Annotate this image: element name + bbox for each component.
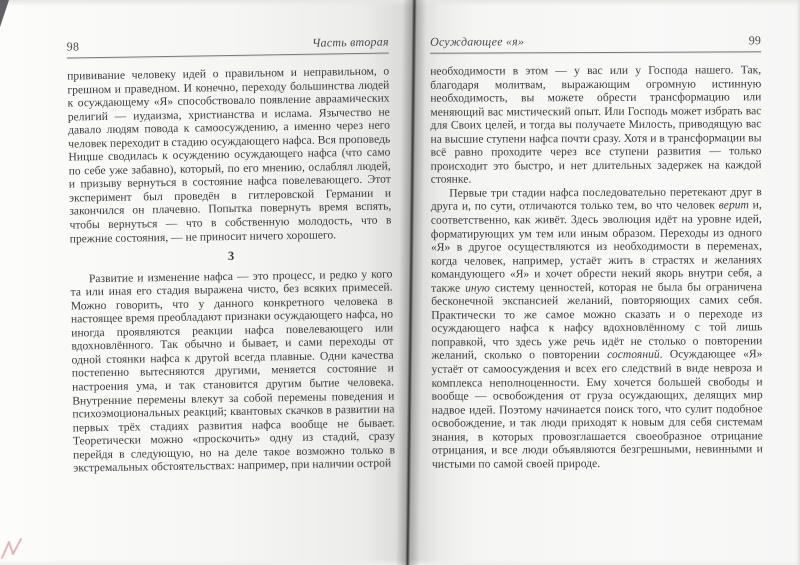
text-run: систему ценностей, которая не была бы ограничена бесконечной экспансией желаний, повторяющих самих себя. Практически то же самое можно сказать и о переходе из осуждающего нафса к нафсу вдохновлённому с той лишь поправкой, что здесь уже речь идёт не столько о повторении желаний, сколько о повторении [431,280,763,363]
watermark-stroke [2,539,21,558]
body-paragraph [430,63,762,186]
right-page [430,33,763,471]
photo-corner-shadow [0,0,9,27]
store-watermark-icon [0,536,30,560]
body-paragraph [67,64,392,245]
section-number: 3 [227,249,235,264]
emphasized-text: состояний [607,348,660,362]
left-page-number: 98 [66,39,80,54]
right-page-header [430,33,761,49]
left-page [67,34,396,475]
right-page-number: 99 [748,33,762,48]
text-run: . Осуждающее «Я» устаёт от самоосуждения и всех его следствий в виде невроза и комплекса неполноценности. Ему хочется большей свободы и вообще — освобождения от груза осуждающих, делящих мир надвое идей. Поэтому начинается поиск того, что сулит подобное освобождение, и так люди приходят к новым для себя системам знания, в которых провозглашается своеобразное отрицание отрицания, и все люди объявляются безгрешными, невинными и чистыми по самой своей природе. [431,347,763,471]
body-paragraph [70,267,395,475]
emphasized-text: верит [718,198,749,212]
body-paragraph [431,185,763,471]
text-run: Первые три стадии нафса последовательно перетекают друг в друга и, по сути, отличаются только тем, во что человек [430,185,762,214]
right-running-title: Осуждающее «я» [430,34,525,49]
text-run: необходимости в этом — у вас или у Господа нашего. Так, благодаря молитвам, выражающим огромную истинную необходимость, вы можете обрести трансформацию или меняющий вас мистический опыт. Или Господь может избрать вас для Своих целей, и тогда вы получаете Милость, приводящую вас на высшие ступени нафса почти сразу. Хотя и в трансформации вы всё равно проходите через все ступени развития — только происходит это быстро, и нет длительных задержек на каждой стоянке. [430,63,762,187]
right-page-body [430,63,763,471]
emphasized-text: иную [465,281,490,295]
right-header-rule [430,51,761,53]
text-run: и, соответственно, как живёт. Здесь эволюция идёт на уровне идей, форматирующих ум тем или иным образом. Переходы из одного «Я» в другое осуществляются из необходимости в переменах, когда человек, например, устаёт жить в страстях и желаниях командующего «Я» и хочет обрести некий якорь внутри себя, а также [430,198,763,295]
text-run: прививание человеку идей о правильном и неправильном, о грешном и праведном. И конечно, переходу большинства людей к осуждающему «Я» способствовало появление авраамических религий — иудаизма, христианства и ислама. Язычество не давало людям повода к самоосуждению, а именно через него человек переходит в стадию осуждающего нафса. Вся проповедь Ницше сводилась к осуждению осуждающего нафса (что само по себе уже забавно), который, по его мнению, ослаблял людей, и призыву вернуться в состояние нафса повелевающего. Этот эксперимент был проведён в гитлеровской Германии и закончился он плачевно. Попытка повернуть время вспять, чтобы вернуться — что в собственную молодость, что в прежние состояния, — не приносит ничего хорошего. [67,64,392,246]
text-run: Развитие и изменение нафса — это процесс, и редко у кого та или иная его стадия выражена чисто, без всяких примесей. Можно говорить, что у данного конкретного человека в настоящее время преобладают признаки осуждающего нафса, но иногда проявляются реакции нафса повелевающего или вдохновлённого. Так обычно и бывает, и сами переходы от одной стоянки нафса к другой всегда плавные. Одни качества постепенно вытесняются другими, меняется состояние и настроения ума, и так становится другим бытие человека. Внутренние перемены влекут за собой перемены поведения и психоэмоциональных реакций; квантовых скачков в развитии на первых трёх стадиях развития нафса вообще не бывает. Теоретически можно «проскочить» одну из стадий, сразу перейдя в следующую, но на деле такое возможно только в экстремальных обстоятельствах: например, при наличии острой [70,267,396,475]
page-edges-top [0,0,800,6]
left-running-title: Часть вторая [311,34,389,50]
page-edge-right [796,0,800,565]
left-page-body [67,64,395,475]
